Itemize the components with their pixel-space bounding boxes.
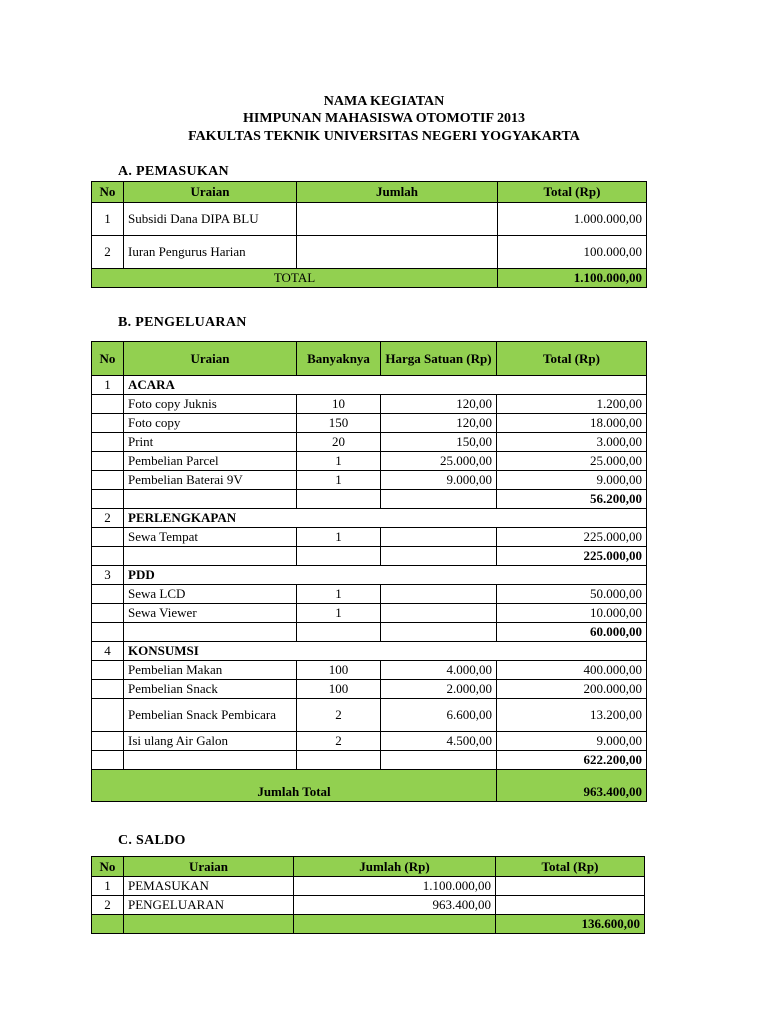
empty-cell: [92, 623, 124, 642]
table-row: [92, 528, 647, 547]
empty-cell: [92, 452, 124, 471]
empty-cell: [92, 471, 124, 490]
table-row: [92, 452, 647, 471]
group-no: 4: [92, 642, 124, 661]
subtotal-value: 622.200,00: [497, 751, 647, 770]
item-total: 225.000,00: [497, 528, 647, 547]
item-harga: 9.000,00: [381, 471, 497, 490]
item-total: 10.000,00: [497, 604, 647, 623]
item-total: 18.000,00: [497, 414, 647, 433]
column-header-total: Total (Rp): [497, 342, 647, 376]
row-uraian: Iuran Pengurus Harian: [124, 236, 297, 269]
row-no: 1: [92, 877, 124, 896]
jumlah-total-row: [92, 770, 647, 802]
column-header-uraian: Uraian: [124, 182, 297, 203]
item-qty: 1: [297, 604, 381, 623]
table-row: [92, 604, 647, 623]
empty-cell: [92, 395, 124, 414]
item-uraian: Print: [124, 433, 297, 452]
empty-cell: [381, 623, 497, 642]
title-line-1: NAMA KEGIATAN: [323, 94, 445, 109]
empty-cell: [297, 490, 381, 509]
empty-cell: [92, 751, 124, 770]
group-header-row: [92, 642, 647, 661]
group-name: PDD: [124, 566, 647, 585]
subtotal-value: 225.000,00: [497, 547, 647, 566]
empty-cell: [124, 751, 297, 770]
pengeluaran-table: [91, 341, 647, 802]
item-harga: 25.000,00: [381, 452, 497, 471]
column-header-no: No: [92, 857, 124, 877]
group-name: PERLENGKAPAN: [124, 509, 647, 528]
table-row: [92, 732, 647, 751]
column-header-jumlah: Jumlah (Rp): [294, 857, 496, 877]
column-header-banyaknya: Banyaknya: [297, 342, 381, 376]
item-uraian: Foto copy: [124, 414, 297, 433]
item-uraian: Sewa Viewer: [124, 604, 297, 623]
item-uraian: Isi ulang Air Galon: [124, 732, 297, 751]
empty-cell: [92, 414, 124, 433]
item-qty: 1: [297, 471, 381, 490]
saldo-table: [91, 856, 645, 934]
item-uraian: Pembelian Makan: [124, 661, 297, 680]
table-row: [92, 585, 647, 604]
item-uraian: Pembelian Snack: [124, 680, 297, 699]
column-header-total: Total (Rp): [498, 182, 647, 203]
empty-cell: [124, 915, 294, 934]
item-qty: 2: [297, 699, 381, 732]
table-row: [92, 699, 647, 732]
group-header-row: [92, 566, 647, 585]
total-row: [92, 269, 647, 288]
item-uraian: Pembelian Baterai 9V: [124, 471, 297, 490]
saldo-total-row: [92, 915, 645, 934]
empty-cell: [294, 915, 496, 934]
column-header-harga-satuan: Harga Satuan (Rp): [381, 342, 497, 376]
row-no: 1: [92, 203, 124, 236]
item-qty: 20: [297, 433, 381, 452]
column-header-uraian: Uraian: [124, 342, 297, 376]
row-jumlah: [297, 203, 498, 236]
item-total: 9.000,00: [497, 471, 647, 490]
item-harga: 120,00: [381, 395, 497, 414]
table-row: [92, 414, 647, 433]
empty-cell: [381, 490, 497, 509]
item-uraian: Foto copy Juknis: [124, 395, 297, 414]
row-total: 1.000.000,00: [498, 203, 647, 236]
item-qty: 100: [297, 680, 381, 699]
item-total: 3.000,00: [497, 433, 647, 452]
table-row: [92, 877, 645, 896]
pemasukan-header-row: [92, 182, 647, 203]
item-harga: 6.600,00: [381, 699, 497, 732]
group-no: 1: [92, 376, 124, 395]
item-harga: [381, 585, 497, 604]
empty-cell: [381, 751, 497, 770]
empty-cell: [92, 528, 124, 547]
row-uraian: PEMASUKAN: [124, 877, 294, 896]
row-jumlah: 1.100.000,00: [294, 877, 496, 896]
section-heading-pengeluaran: B. PENGELUARAN: [118, 315, 247, 330]
jumlah-total-value: 963.400,00: [497, 770, 647, 802]
item-harga: 2.000,00: [381, 680, 497, 699]
group-name: ACARA: [124, 376, 647, 395]
empty-cell: [124, 490, 297, 509]
item-qty: 150: [297, 414, 381, 433]
row-jumlah: 963.400,00: [294, 896, 496, 915]
group-header-row: [92, 376, 647, 395]
column-header-no: No: [92, 182, 124, 203]
row-total: 100.000,00: [498, 236, 647, 269]
item-qty: 1: [297, 528, 381, 547]
empty-cell: [381, 547, 497, 566]
empty-cell: [92, 699, 124, 732]
item-total: 9.000,00: [497, 732, 647, 751]
item-qty: 10: [297, 395, 381, 414]
empty-cell: [92, 585, 124, 604]
table-row: [92, 896, 645, 915]
item-qty: 1: [297, 452, 381, 471]
row-jumlah: [297, 236, 498, 269]
table-row: [92, 471, 647, 490]
item-total: 1.200,00: [497, 395, 647, 414]
section-heading-saldo: C. SALDO: [118, 833, 186, 848]
empty-cell: [92, 915, 124, 934]
saldo-total-value: 136.600,00: [496, 915, 645, 934]
group-name: KONSUMSI: [124, 642, 647, 661]
subtotal-row: [92, 490, 647, 509]
empty-cell: [92, 680, 124, 699]
row-total: [496, 896, 645, 915]
item-total: 13.200,00: [497, 699, 647, 732]
table-row: [92, 661, 647, 680]
table-row: [92, 395, 647, 414]
item-harga: 120,00: [381, 414, 497, 433]
pemasukan-table: [91, 181, 647, 288]
item-harga: 150,00: [381, 433, 497, 452]
empty-cell: [92, 433, 124, 452]
empty-cell: [92, 547, 124, 566]
subtotal-row: [92, 623, 647, 642]
pengeluaran-header-row: [92, 342, 647, 376]
item-uraian: Pembelian Snack Pembicara: [124, 699, 297, 732]
title-line-3: FAKULTAS TEKNIK UNIVERSITAS NEGERI YOGYAKARTA: [188, 129, 580, 144]
subtotal-value: 60.000,00: [497, 623, 647, 642]
item-harga: 4.500,00: [381, 732, 497, 751]
item-uraian: Pembelian Parcel: [124, 452, 297, 471]
empty-cell: [92, 661, 124, 680]
subtotal-row: [92, 751, 647, 770]
jumlah-total-label: Jumlah Total: [92, 770, 497, 802]
row-no: 2: [92, 896, 124, 915]
row-uraian: PENGELUARAN: [124, 896, 294, 915]
empty-cell: [297, 623, 381, 642]
item-uraian: Sewa LCD: [124, 585, 297, 604]
subtotal-value: 56.200,00: [497, 490, 647, 509]
row-total: [496, 877, 645, 896]
empty-cell: [297, 547, 381, 566]
empty-cell: [124, 623, 297, 642]
item-harga: 4.000,00: [381, 661, 497, 680]
column-header-uraian: Uraian: [124, 857, 294, 877]
column-header-total: Total (Rp): [496, 857, 645, 877]
item-harga: [381, 528, 497, 547]
empty-cell: [92, 732, 124, 751]
item-total: 200.000,00: [497, 680, 647, 699]
group-header-row: [92, 509, 647, 528]
item-uraian: Sewa Tempat: [124, 528, 297, 547]
table-row: [92, 433, 647, 452]
group-no: 3: [92, 566, 124, 585]
item-qty: 100: [297, 661, 381, 680]
row-no: 2: [92, 236, 124, 269]
column-header-no: No: [92, 342, 124, 376]
item-qty: 2: [297, 732, 381, 751]
table-row: [92, 680, 647, 699]
item-qty: 1: [297, 585, 381, 604]
item-total: 400.000,00: [497, 661, 647, 680]
empty-cell: [297, 751, 381, 770]
pengeluaran-body: [92, 376, 647, 770]
table-row: [92, 236, 647, 269]
group-no: 2: [92, 509, 124, 528]
item-total: 25.000,00: [497, 452, 647, 471]
empty-cell: [124, 547, 297, 566]
row-uraian: Subsidi Dana DIPA BLU: [124, 203, 297, 236]
item-harga: [381, 604, 497, 623]
empty-cell: [92, 490, 124, 509]
total-label: TOTAL: [92, 269, 498, 288]
section-heading-pemasukan: A. PEMASUKAN: [118, 164, 229, 179]
saldo-header-row: [92, 857, 645, 877]
table-row: [92, 203, 647, 236]
subtotal-row: [92, 547, 647, 566]
total-value: 1.100.000,00: [498, 269, 647, 288]
column-header-jumlah: Jumlah: [297, 182, 498, 203]
title-line-2: HIMPUNAN MAHASISWA OTOMOTIF 2013: [243, 111, 525, 126]
item-total: 50.000,00: [497, 585, 647, 604]
empty-cell: [92, 604, 124, 623]
